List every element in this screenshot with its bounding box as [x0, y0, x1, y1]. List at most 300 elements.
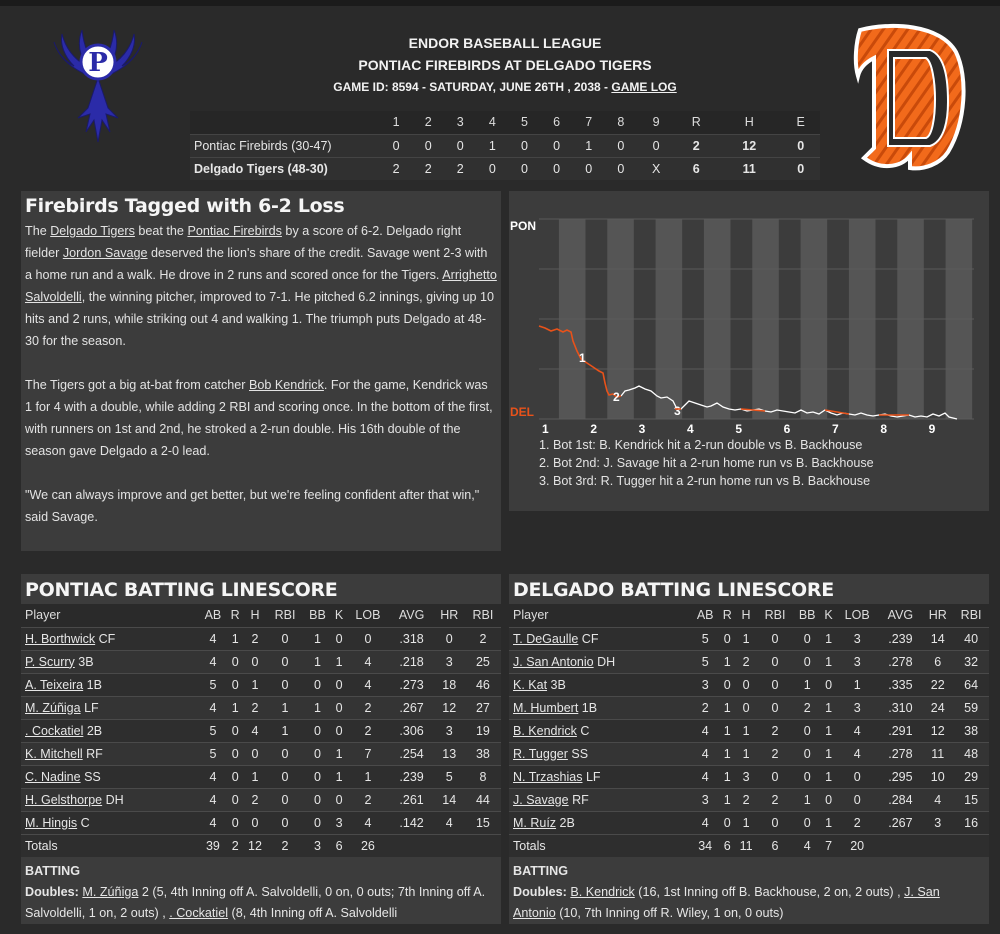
batting-stat-cell: 3 [735, 765, 757, 788]
batting-player-cell [21, 650, 199, 673]
linescore-header-cell: 9 [637, 111, 676, 134]
batting-column-header: RBI [465, 604, 501, 627]
batting-table [21, 604, 501, 857]
batting-stat-cell: 1 [303, 696, 332, 719]
batting-stat-cell: 2 [757, 719, 793, 742]
player-link[interactable]: B. Kendrick [513, 723, 577, 738]
batting-stat-cell: 0 [227, 811, 243, 834]
batting-stat-cell: 8 [465, 765, 501, 788]
recap-link[interactable]: Arrighetto Salvoldelli [25, 268, 497, 304]
linescore-header-cell [190, 111, 380, 134]
batting-total-cell: Totals [509, 834, 691, 857]
player-link[interactable]: A. Teixeira [25, 677, 84, 692]
wp-inning-label: 7 [832, 422, 839, 436]
batting-stat-cell: 5 [199, 742, 228, 765]
batting-stat-cell: 0 [793, 719, 822, 742]
batting-player-row [509, 696, 989, 719]
batting-stat-cell: 1 [332, 742, 346, 765]
batting-stat-cell: 1 [719, 719, 734, 742]
batting-stat-cell: 4 [836, 742, 879, 765]
batting-header-row [21, 604, 501, 627]
player-link[interactable]: . Cockatiel [25, 723, 84, 738]
batting-player-row [509, 742, 989, 765]
batting-player-row [509, 765, 989, 788]
wp-top-label: PON [510, 219, 537, 233]
batting-column-header: AVG [390, 604, 434, 627]
batting-column-header: R [227, 604, 243, 627]
linescore-inning-runs: 0 [605, 157, 637, 180]
recap-text: beat the [134, 224, 188, 238]
batting-player-cell [509, 650, 691, 673]
wp-inning-label: 4 [687, 422, 694, 436]
batting-stat-cell: 1 [735, 811, 757, 834]
batting-column-header: RBI [757, 604, 793, 627]
recap-text: . For the game, Kendrick was 1 for 4 with a double, while adding 2 RBI and scoring once. In the bottom of the first, with runners on 1st and 2nd, he stroked a 2-run double. His 16th double of the season gave Delgado a 2-0 lead. [25, 378, 493, 458]
batting-stat-cell: 5 [199, 719, 228, 742]
win-probability-notes [539, 436, 874, 490]
batting-stat-cell: 1 [227, 696, 243, 719]
linescore-inning-runs: 2 [412, 157, 444, 180]
batting-stat-cell: 14 [434, 788, 465, 811]
batting-stat-cell: 1 [719, 788, 734, 811]
batting-stat-cell: 0 [836, 788, 879, 811]
batting-column-header: K [821, 604, 835, 627]
player-link[interactable]: M. Zúñiga [25, 700, 81, 715]
batting-stat-cell: 0 [303, 742, 332, 765]
batting-stat-cell: 12 [434, 696, 465, 719]
wp-event-marker: 3 [674, 404, 681, 418]
batting-stat-cell: 1 [735, 742, 757, 765]
recap-link[interactable]: Pontiac Firebirds [187, 224, 282, 238]
batting-stat-cell: 38 [953, 719, 989, 742]
batting-title: DELGADO BATTING LINESCORE [513, 579, 834, 601]
doubles-label: Doubles: [25, 885, 79, 899]
batting-total-cell [390, 834, 434, 857]
batting-stat-cell: 0 [719, 811, 734, 834]
batting-total-cell [465, 834, 501, 857]
linescore-total-r: 2 [675, 134, 717, 157]
linescore-total-h: 12 [717, 134, 781, 157]
batting-stat-cell: 0 [303, 765, 332, 788]
batting-player-cell [509, 811, 691, 834]
batting-stat-cell: 5 [199, 673, 228, 696]
batting-stat-cell: 0 [793, 650, 822, 673]
batting-stat-cell: 2 [243, 788, 267, 811]
batting-stat-cell: 0 [267, 788, 303, 811]
batting-total-cell: 39 [199, 834, 228, 857]
batting-stat-cell: 15 [465, 811, 501, 834]
batting-stat-cell: 1 [821, 742, 835, 765]
batting-column-header: H [243, 604, 267, 627]
batting-column-header: K [332, 604, 346, 627]
batting-stat-cell: 3 [434, 719, 465, 742]
player-position: 2B [556, 815, 575, 830]
recap-link[interactable]: Delgado Tigers [50, 224, 135, 238]
batting-stat-cell: 0 [793, 811, 822, 834]
game-log-link[interactable]: GAME LOG [611, 80, 677, 94]
batting-stat-cell: 15 [953, 788, 989, 811]
batting-total-cell: Totals [21, 834, 199, 857]
batting-stat-cell: 0 [227, 742, 243, 765]
batting-player-row [21, 719, 501, 742]
batting-stat-cell: 0 [267, 650, 303, 673]
batting-stat-cell: .239 [390, 765, 434, 788]
wp-bottom-label: DEL [510, 405, 534, 419]
batting-stat-cell: 16 [953, 811, 989, 834]
player-link[interactable]: N. Trzashias [513, 769, 583, 784]
recap-text: , the winning pitcher, improved to 7-1. He pitched 6.2 innings, giving up 10 hits and 2 runs, while striking out 4 and walking 1. The triumph puts Delgado at 48-30 for the season. [25, 290, 495, 348]
batting-stat-cell: .267 [390, 696, 434, 719]
batting-player-cell [21, 673, 199, 696]
linescore-total-e: 0 [781, 157, 820, 180]
batting-column-header: LOB [836, 604, 879, 627]
batting-stat-cell: 48 [953, 742, 989, 765]
linescore-total-r: 6 [675, 157, 717, 180]
player-position: 3B [74, 654, 94, 669]
batting-title: PONTIAC BATTING LINESCORE [25, 579, 338, 601]
player-link[interactable]: J. San Antonio [513, 885, 940, 920]
batting-stat-cell: 0 [332, 719, 346, 742]
batting-stat-cell: 1 [719, 650, 734, 673]
batting-stat-cell: 3 [332, 811, 346, 834]
batting-stat-cell: .278 [879, 742, 923, 765]
batting-column-header: RBI [953, 604, 989, 627]
batting-player-row [21, 696, 501, 719]
batting-stat-cell: 2 [757, 742, 793, 765]
linescore-inning-runs: 0 [508, 134, 540, 157]
batting-stat-cell: 0 [227, 673, 243, 696]
batting-stat-cell: 1 [719, 765, 734, 788]
player-link[interactable]: . Cockatiel [169, 906, 229, 920]
batting-stat-cell: 59 [953, 696, 989, 719]
batting-player-row [509, 650, 989, 673]
batting-stat-cell: 2 [836, 811, 879, 834]
player-position: SS [80, 769, 101, 784]
batting-stat-cell: 0 [267, 627, 303, 650]
wp-inning-label: 9 [928, 422, 936, 436]
batting-stat-cell: 4 [199, 788, 228, 811]
wp-inning-label: 6 [783, 422, 791, 436]
batting-player-row [21, 742, 501, 765]
player-position: LF [80, 700, 99, 715]
wp-event-marker: 2 [613, 390, 620, 404]
win-probability-graph [509, 191, 989, 436]
linescore-header-cell: 2 [412, 111, 444, 134]
linescore-inning-runs: 0 [573, 157, 605, 180]
batting-stat-cell: 22 [922, 673, 953, 696]
batting-stat-cell: 1 [821, 627, 835, 650]
batting-player-cell [509, 719, 691, 742]
batting-notes-heading: BATTING [25, 864, 81, 878]
player-link[interactable]: C. Nadine [25, 769, 81, 784]
batting-notes-heading: BATTING [513, 864, 569, 878]
batting-stat-cell: .273 [390, 673, 434, 696]
linescore-team-name: Pontiac Firebirds (30-47) [190, 134, 380, 157]
batting-stat-cell: 0 [243, 811, 267, 834]
linescore-inning-runs: 0 [541, 157, 573, 180]
batting-stat-cell: 0 [757, 650, 793, 673]
batting-player-row [509, 788, 989, 811]
batting-stat-cell: 4 [199, 696, 228, 719]
game-info [190, 80, 820, 94]
recap-paragraph-2 [25, 374, 497, 462]
recap-link[interactable]: Jordon Savage [62, 246, 148, 260]
batting-player-row [509, 811, 989, 834]
matchup-title: PONTIAC FIREBIRDS AT DELGADO TIGERS [358, 57, 652, 73]
batting-stat-cell: .142 [390, 811, 434, 834]
batting-stat-cell: .318 [390, 627, 434, 650]
recap-link[interactable]: Bob Kendrick [249, 378, 324, 392]
batting-stat-cell: 3 [922, 811, 953, 834]
linescore-inning-runs: 0 [380, 134, 412, 157]
svg-text:P: P [88, 48, 108, 78]
batting-column-header: AB [691, 604, 720, 627]
linescore-team-row [190, 157, 820, 180]
batting-stat-cell: .218 [390, 650, 434, 673]
batting-table [509, 604, 989, 857]
linescore-team-row [190, 134, 820, 157]
batting-stat-cell: 5 [691, 627, 720, 650]
batting-total-cell: 6 [332, 834, 346, 857]
linescore-inning-runs: 0 [444, 134, 476, 157]
linescore-inning-runs: 2 [444, 157, 476, 180]
batting-stat-cell: 40 [953, 627, 989, 650]
batting-stat-cell: .278 [879, 650, 923, 673]
batting-total-cell: 4 [793, 834, 822, 857]
delgado-tigers-logo [850, 22, 970, 172]
batting-stat-cell: 4 [691, 742, 720, 765]
batting-stat-cell: .284 [879, 788, 923, 811]
batting-stat-cell: 0 [719, 673, 734, 696]
batting-column-header: Player [509, 604, 691, 627]
batting-column-header: H [735, 604, 757, 627]
batting-column-header: BB [303, 604, 332, 627]
batting-stat-cell: 2 [735, 650, 757, 673]
batting-stat-cell: 19 [465, 719, 501, 742]
batting-column-header: HR [434, 604, 465, 627]
batting-stat-cell: .254 [390, 742, 434, 765]
player-position: RF [568, 792, 589, 807]
batting-stat-cell: 4 [434, 811, 465, 834]
player-link[interactable]: R. Tugger [513, 746, 568, 761]
wp-inning-label: 3 [638, 422, 646, 436]
game-id-date: GAME ID: 8594 - SATURDAY, JUNE 26TH , 2038 - [333, 80, 612, 94]
player-link[interactable]: M. Ruíz [513, 815, 557, 830]
batting-stat-cell: 4 [346, 811, 389, 834]
linescore-header-cell: 5 [508, 111, 540, 134]
batting-stat-cell: 5 [434, 765, 465, 788]
batting-stat-cell: 4 [346, 650, 389, 673]
batting-stat-cell: 27 [465, 696, 501, 719]
batting-totals-row [509, 834, 989, 857]
batting-player-cell [21, 719, 199, 742]
player-position: 2B [83, 723, 103, 738]
batting-stat-cell: .291 [879, 719, 923, 742]
batting-total-cell: 2 [267, 834, 303, 857]
linescore-inning-runs: 0 [541, 134, 573, 157]
batting-stat-cell: 0 [227, 788, 243, 811]
game-header [190, 35, 820, 94]
player-link[interactable]: K. Kat [513, 677, 548, 692]
player-link[interactable]: J. Savage [513, 792, 569, 807]
batting-total-cell: 26 [346, 834, 389, 857]
batting-stat-cell: .267 [879, 811, 923, 834]
batting-totals-row [21, 834, 501, 857]
batting-player-cell [509, 765, 691, 788]
batting-stat-cell: 0 [267, 811, 303, 834]
wp-inning-label: 5 [735, 422, 743, 436]
player-link[interactable]: P. Scurry [25, 654, 75, 669]
doubles-notes [513, 882, 985, 924]
batting-stat-cell: 1 [332, 765, 346, 788]
batting-player-cell [509, 788, 691, 811]
player-position: DH [593, 654, 616, 669]
batting-total-cell: 20 [836, 834, 879, 857]
batting-stat-cell: 5 [691, 650, 720, 673]
wp-event-marker: 1 [579, 351, 586, 365]
batting-stat-cell: .335 [879, 673, 923, 696]
batting-column-header: AB [199, 604, 228, 627]
linescore-header-cell: 7 [573, 111, 605, 134]
batting-stat-cell: 25 [465, 650, 501, 673]
batting-stat-cell: 0 [227, 650, 243, 673]
linescore-inning-runs: 0 [412, 134, 444, 157]
batting-column-header: Player [21, 604, 199, 627]
batting-stat-cell: 2 [346, 719, 389, 742]
batting-stat-cell: 0 [332, 627, 346, 650]
player-link[interactable]: K. Mitchell [25, 746, 83, 761]
batting-player-row [21, 673, 501, 696]
batting-stat-cell: 7 [346, 742, 389, 765]
batting-stat-cell: .239 [879, 627, 923, 650]
batting-total-cell: 34 [691, 834, 720, 857]
batting-stat-cell: 1 [821, 696, 835, 719]
batting-total-cell: 6 [719, 834, 734, 857]
player-position: LF [582, 769, 601, 784]
batting-stat-cell: 4 [346, 673, 389, 696]
batting-stat-cell: 4 [691, 765, 720, 788]
player-link[interactable]: H. Gelsthorpe [25, 792, 103, 807]
player-link[interactable]: M. Zúñiga [82, 885, 139, 899]
batting-stat-cell: 44 [465, 788, 501, 811]
batting-stat-cell: 0 [227, 765, 243, 788]
pontiac-firebirds-logo [48, 22, 148, 144]
batting-stat-cell: 4 [199, 765, 228, 788]
wp-note: 1. Bot 1st: B. Kendrick hit a 2-run double vs B. Backhouse [539, 438, 863, 452]
linescore-header-cell: 6 [541, 111, 573, 134]
notes-text: (16, 1st Inning off B. Backhouse, 2 on, 2 outs) , [634, 885, 905, 899]
batting-stat-cell: 2 [691, 696, 720, 719]
batting-stat-cell: 1 [793, 673, 822, 696]
batting-stat-cell: 32 [953, 650, 989, 673]
wp-note: 3. Bot 3rd: R. Tugger hit a 2-run home run vs B. Backhouse [539, 474, 871, 488]
doubles-label: Doubles: [513, 885, 567, 899]
player-link[interactable]: H. Borthwick [25, 631, 96, 646]
player-link[interactable]: M. Hingis [25, 815, 78, 830]
linescore-header-cell: R [675, 111, 717, 134]
recap-paragraph-3: "We can always improve and get better, but we're feeling confident after that win," said Savage. [25, 488, 480, 524]
batting-total-cell: 2 [227, 834, 243, 857]
batting-column-header: RBI [267, 604, 303, 627]
batting-stat-cell: 1 [303, 627, 332, 650]
batting-player-row [509, 673, 989, 696]
player-link[interactable]: B. Kendrick [570, 885, 635, 899]
batting-player-row [21, 811, 501, 834]
batting-stat-cell: 3 [836, 650, 879, 673]
player-position: C [77, 815, 90, 830]
player-position: RF [82, 746, 103, 761]
linescore-inning-runs: 0 [476, 157, 508, 180]
linescore-header-cell: 1 [380, 111, 412, 134]
batting-column-header: LOB [346, 604, 389, 627]
batting-player-row [509, 719, 989, 742]
batting-stat-cell: 1 [267, 719, 303, 742]
batting-stat-cell: 1 [836, 673, 879, 696]
batting-stat-cell: 0 [757, 811, 793, 834]
batting-stat-cell: 1 [332, 650, 346, 673]
batting-stat-cell: 0 [303, 811, 332, 834]
batting-player-row [21, 627, 501, 650]
batting-stat-cell: 1 [243, 765, 267, 788]
game-linescore-table [190, 111, 820, 180]
player-link[interactable]: M. Humbert [513, 700, 579, 715]
batting-player-row [509, 627, 989, 650]
batting-stat-cell: 0 [719, 627, 734, 650]
batting-player-cell [21, 627, 199, 650]
batting-stat-cell: 1 [821, 811, 835, 834]
wp-inning-label: 2 [590, 422, 598, 436]
batting-column-header: AVG [879, 604, 923, 627]
batting-stat-cell: 3 [434, 650, 465, 673]
top-bar [0, 0, 1000, 6]
recap-text: The [25, 224, 51, 238]
batting-player-cell [21, 788, 199, 811]
batting-column-header: BB [793, 604, 822, 627]
recap-text: by a score of 6-2. Delgado right fielder [25, 224, 462, 260]
batting-stat-cell: 0 [267, 742, 303, 765]
batting-stat-cell: 1 [303, 650, 332, 673]
batting-stat-cell: 29 [953, 765, 989, 788]
player-link[interactable]: T. DeGaulle [513, 631, 579, 646]
batting-stat-cell: 0 [267, 765, 303, 788]
batting-stat-cell: 3 [836, 627, 879, 650]
batting-stat-cell: 0 [821, 788, 835, 811]
batting-stat-cell: 1 [821, 650, 835, 673]
batting-stat-cell: 0 [434, 627, 465, 650]
batting-stat-cell: 0 [793, 742, 822, 765]
batting-stat-cell: .261 [390, 788, 434, 811]
batting-stat-cell: 4 [199, 650, 228, 673]
batting-stat-cell: 4 [836, 719, 879, 742]
batting-stat-cell: 0 [243, 650, 267, 673]
league-name: ENDOR BASEBALL LEAGUE [408, 35, 602, 51]
batting-stat-cell: 4 [922, 788, 953, 811]
batting-stat-cell: 0 [793, 765, 822, 788]
batting-notes [21, 857, 501, 924]
linescore-inning-runs: 0 [508, 157, 540, 180]
batting-total-cell [879, 834, 923, 857]
batting-player-row [21, 650, 501, 673]
player-link[interactable]: J. San Antonio [513, 654, 594, 669]
player-position: 1B [83, 677, 102, 692]
batting-stat-cell: 1 [735, 719, 757, 742]
batting-total-cell: 6 [757, 834, 793, 857]
batting-stat-cell: 2 [735, 788, 757, 811]
batting-stat-cell: 2 [243, 696, 267, 719]
batting-stat-cell: 64 [953, 673, 989, 696]
linescore-header-cell: 3 [444, 111, 476, 134]
batting-stat-cell: 2 [346, 788, 389, 811]
